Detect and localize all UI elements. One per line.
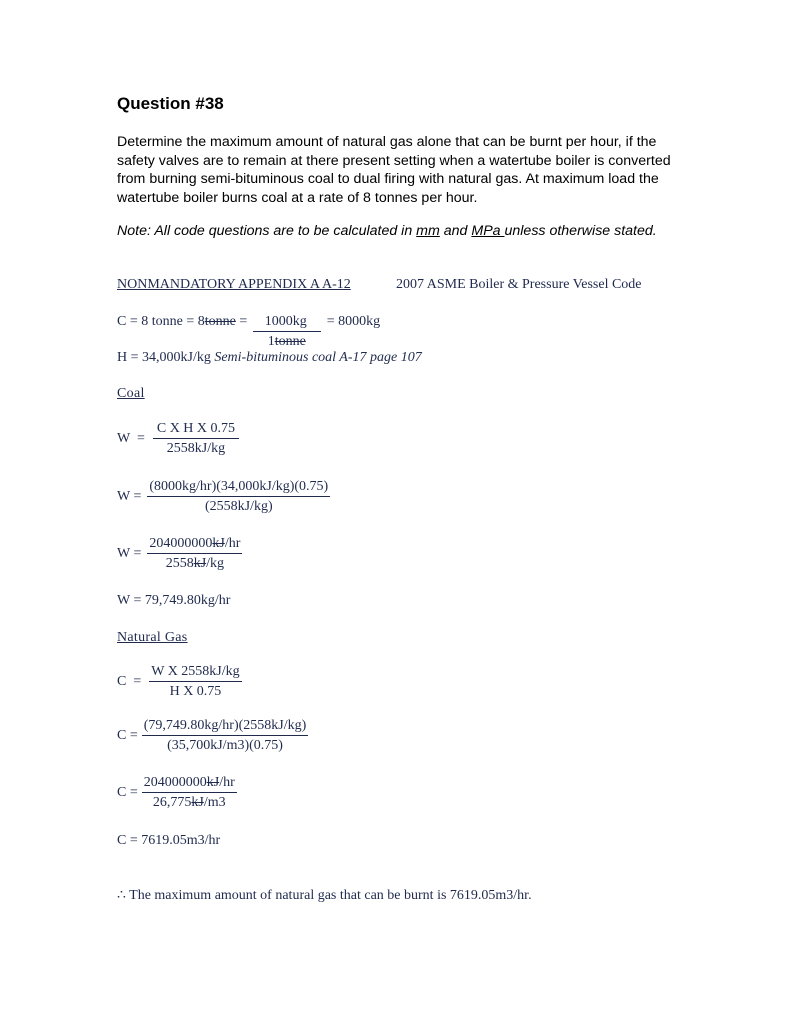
gas-eq3-den-struck: kJ [191,795,204,810]
c-conversion-line [117,314,380,350]
coal-eq3-den [166,554,224,572]
coal-eq2-lhs: W = [117,489,142,504]
coal-eq2-num: (8000kg/hr)(34,000kJ/kg)(0.75) [147,479,330,497]
gas-eq3-den-suffix: /m3 [203,795,226,810]
coal-eq3-den-suffix: /kg [206,556,225,571]
page-title: Question #38 [117,94,224,113]
gas-equation-3 [117,775,237,811]
c-fraction-num: 1000kg [253,314,321,332]
c-conversion-fraction [253,314,321,350]
coal-eq1-fraction [153,421,239,457]
gas-eq1-num: W X 2558kJ/kg [149,664,241,682]
c-fraction-den [268,332,306,350]
coal-eq3-num [147,536,242,554]
coal-result: W = 79,749.80kg/hr [117,593,231,608]
note-suffix: unless otherwise stated. [504,223,657,239]
note-mpa: MPa [471,223,505,239]
gas-eq3-lhs: C = [117,785,138,800]
c-den-prefix: 1 [267,334,275,349]
gas-eq3-num-struck: kJ [206,775,220,790]
gas-result: C = 7619.05m3/hr [117,833,221,848]
gas-eq2-lhs: C = [117,728,138,743]
c-tonne-struck: tonne [204,314,236,329]
gas-eq1-lhs: C = [117,674,142,689]
coal-eq3-num-struck: kJ [212,536,225,551]
gas-eq2-den: (35,700kJ/m3)(0.75) [167,738,283,753]
coal-eq2-fraction [147,479,330,515]
note-and: and [439,223,472,239]
gas-equation-1 [117,664,242,700]
natural-gas-heading: Natural Gas [117,630,188,645]
gas-equation-2 [117,718,308,754]
coal-eq3-num-prefix: 204000000 [149,536,213,551]
coal-eq1-lhs: W = [117,431,145,446]
problem-statement: Determine the maximum amount of natural gas alone that can be burnt per hour, if the safety valves are to remain at there present setting when a watertube boiler is converted from burning semi-bituminous coal to dual firing with natural gas. At maximum load the watertube boiler burns coal at a rate of 8 tonnes per hour. [117,134,671,206]
gas-eq1-den: H X 0.75 [169,684,222,699]
h-main: H = 34,000kJ/kg [117,350,215,365]
coal-equation-1 [117,421,239,457]
c-den-struck: tonne [274,334,306,349]
coal-eq2-den: (2558kJ/kg) [204,499,273,514]
conclusion: ∴ The maximum amount of natural gas that can be burnt is 7619.05m3/hr. [117,888,532,903]
coal-eq3-den-prefix: 2558 [165,556,194,571]
gas-eq3-num-suffix: /hr [219,775,235,790]
gas-eq3-num-prefix: 204000000 [143,775,207,790]
coal-eq1-num: C X H X 0.75 [153,421,239,439]
coal-heading: Coal [117,386,145,401]
coal-equation-3 [117,536,242,572]
c-lhs: C = 8 tonne = 8 [117,314,205,329]
appendix-reference: NONMANDATORY APPENDIX A A-12 [117,277,351,292]
c-eq: = [235,314,251,329]
gas-eq3-num [142,775,237,793]
h-italic: Semi-bituminous coal A-17 page 107 [214,350,422,365]
gas-eq3-fraction [142,775,237,811]
coal-eq3-den-struck: kJ [193,556,207,571]
coal-eq3-fraction [147,536,242,572]
gas-eq3-den [153,793,226,811]
gas-eq2-fraction [142,718,309,754]
coal-eq3-num-suffix: /hr [224,536,241,551]
coal-eq1-den: 2558kJ/kg [166,441,226,456]
coal-eq3-lhs: W = [117,546,142,561]
note-mm: mm [416,223,440,239]
coal-equation-2 [117,479,330,515]
gas-eq2-num: (79,749.80kg/hr)(2558kJ/kg) [142,718,309,736]
gas-eq1-fraction [149,664,241,700]
c-result: = 8000kg [326,314,381,329]
note-prefix: Note: All code questions are to be calculated in [117,223,417,239]
note [117,222,687,241]
code-reference: 2007 ASME Boiler & Pressure Vessel Code [396,277,642,292]
gas-eq3-den-prefix: 26,775 [152,795,192,810]
h-line [117,350,422,366]
